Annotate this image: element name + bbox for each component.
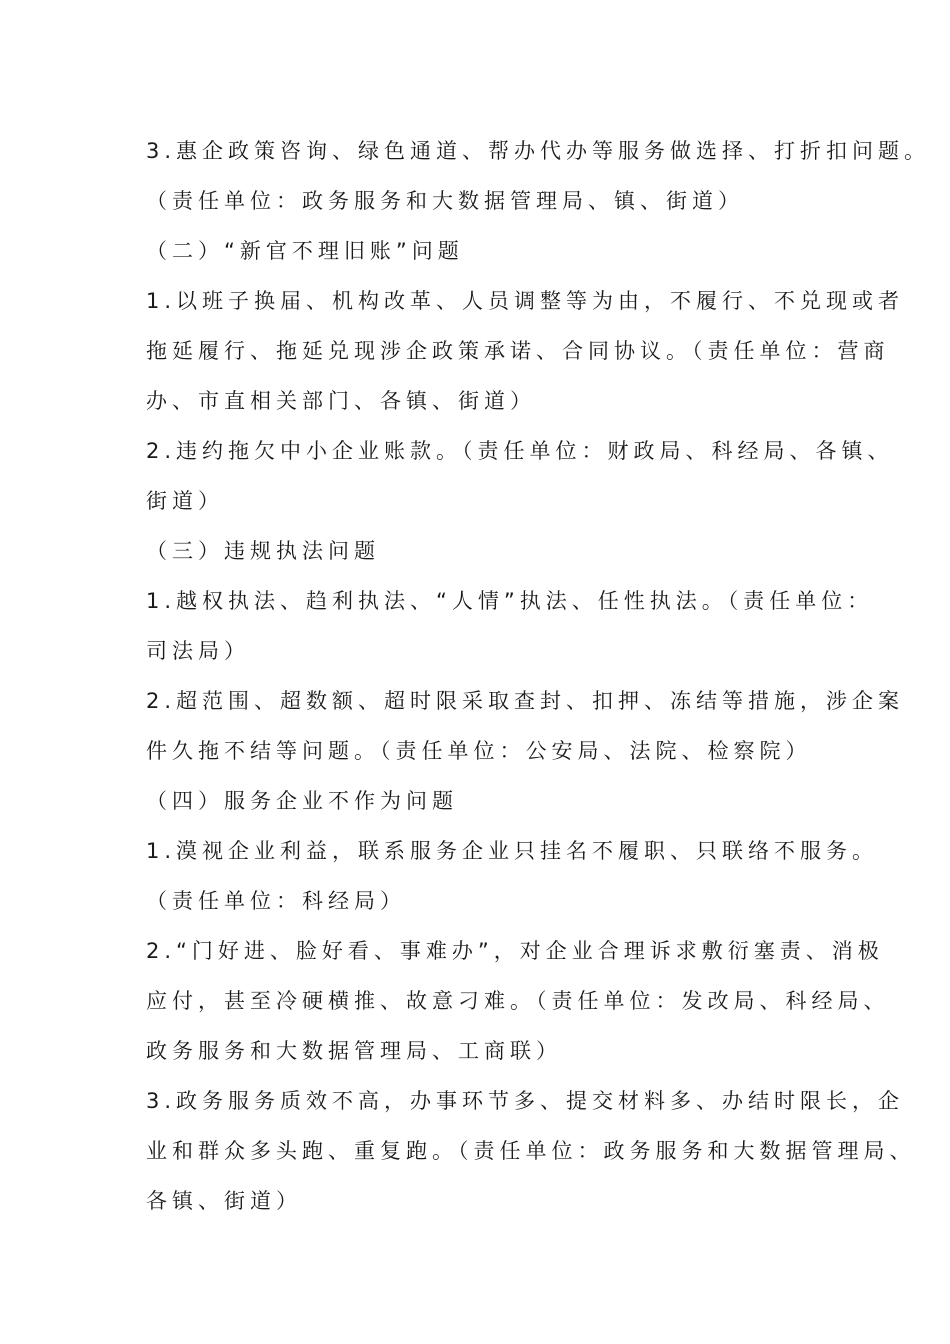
section-4-item-2-line-3: 政务服务和大数据管理局、工商联） bbox=[146, 1039, 562, 1063]
section-2-item-2-line-1: 2.违约拖欠中小企业账款。（责任单位：财政局、科经局、各镇、 bbox=[146, 439, 894, 463]
section-3-item-1-line-2: 司法局） bbox=[146, 639, 250, 663]
section-heading-4: （四）服务企业不作为问题 bbox=[146, 789, 458, 813]
section-heading-2: （二）“新官不理旧账”问题 bbox=[146, 239, 464, 263]
section-3-item-2-line-1: 2.超范围、超数额、超时限采取查封、扣押、冻结等措施，涉企案 bbox=[146, 689, 905, 713]
item-3-responsible-units: （责任单位：政务服务和大数据管理局、镇、街道） bbox=[146, 189, 744, 213]
section-2-item-2-line-2: 街道） bbox=[146, 489, 224, 513]
section-2-item-1-line-1: 1.以班子换届、机构改革、人员调整等为由，不履行、不兑现或者 bbox=[146, 289, 905, 313]
section-4-item-3-line-1: 3.政务服务质效不高，办事环节多、提交材料多、办结时限长，企 bbox=[146, 1089, 905, 1113]
section-4-item-2-line-1: 2.“门好进、脸好看、事难办”，对企业合理诉求敷衍塞责、消极 bbox=[146, 939, 884, 963]
section-heading-3: （三）违规执法问题 bbox=[146, 539, 380, 563]
section-4-item-2-line-2: 应付，甚至冷硬横推、故意刁难。（责任单位：发改局、科经局、 bbox=[146, 989, 890, 1013]
section-4-item-1-line-2: （责任单位：科经局） bbox=[146, 889, 406, 913]
section-2-item-1-line-3: 办、市直相关部门、各镇、街道） bbox=[146, 389, 536, 413]
item-3-policy-consulting: 3.惠企政策咨询、绿色通道、帮办代办等服务做选择、打折扣问题。 bbox=[146, 139, 931, 163]
section-3-item-1-line-1: 1.越权执法、趋利执法、“人情”执法、任性执法。（责任单位： bbox=[146, 589, 874, 613]
section-3-item-2-line-2: 件久拖不结等问题。（责任单位：公安局、法院、检察院） bbox=[146, 739, 812, 763]
section-2-item-1-line-2: 拖延履行、拖延兑现涉企政策承诺、合同协议。（责任单位：营商 bbox=[146, 339, 890, 363]
section-4-item-3-line-3: 各镇、街道） bbox=[146, 1189, 302, 1213]
section-4-item-1-line-1: 1.漠视企业利益，联系服务企业只挂名不履职、只联络不服务。 bbox=[146, 839, 879, 863]
section-4-item-3-line-2: 业和群众多头跑、重复跑。（责任单位：政务服务和大数据管理局、 bbox=[146, 1139, 916, 1163]
